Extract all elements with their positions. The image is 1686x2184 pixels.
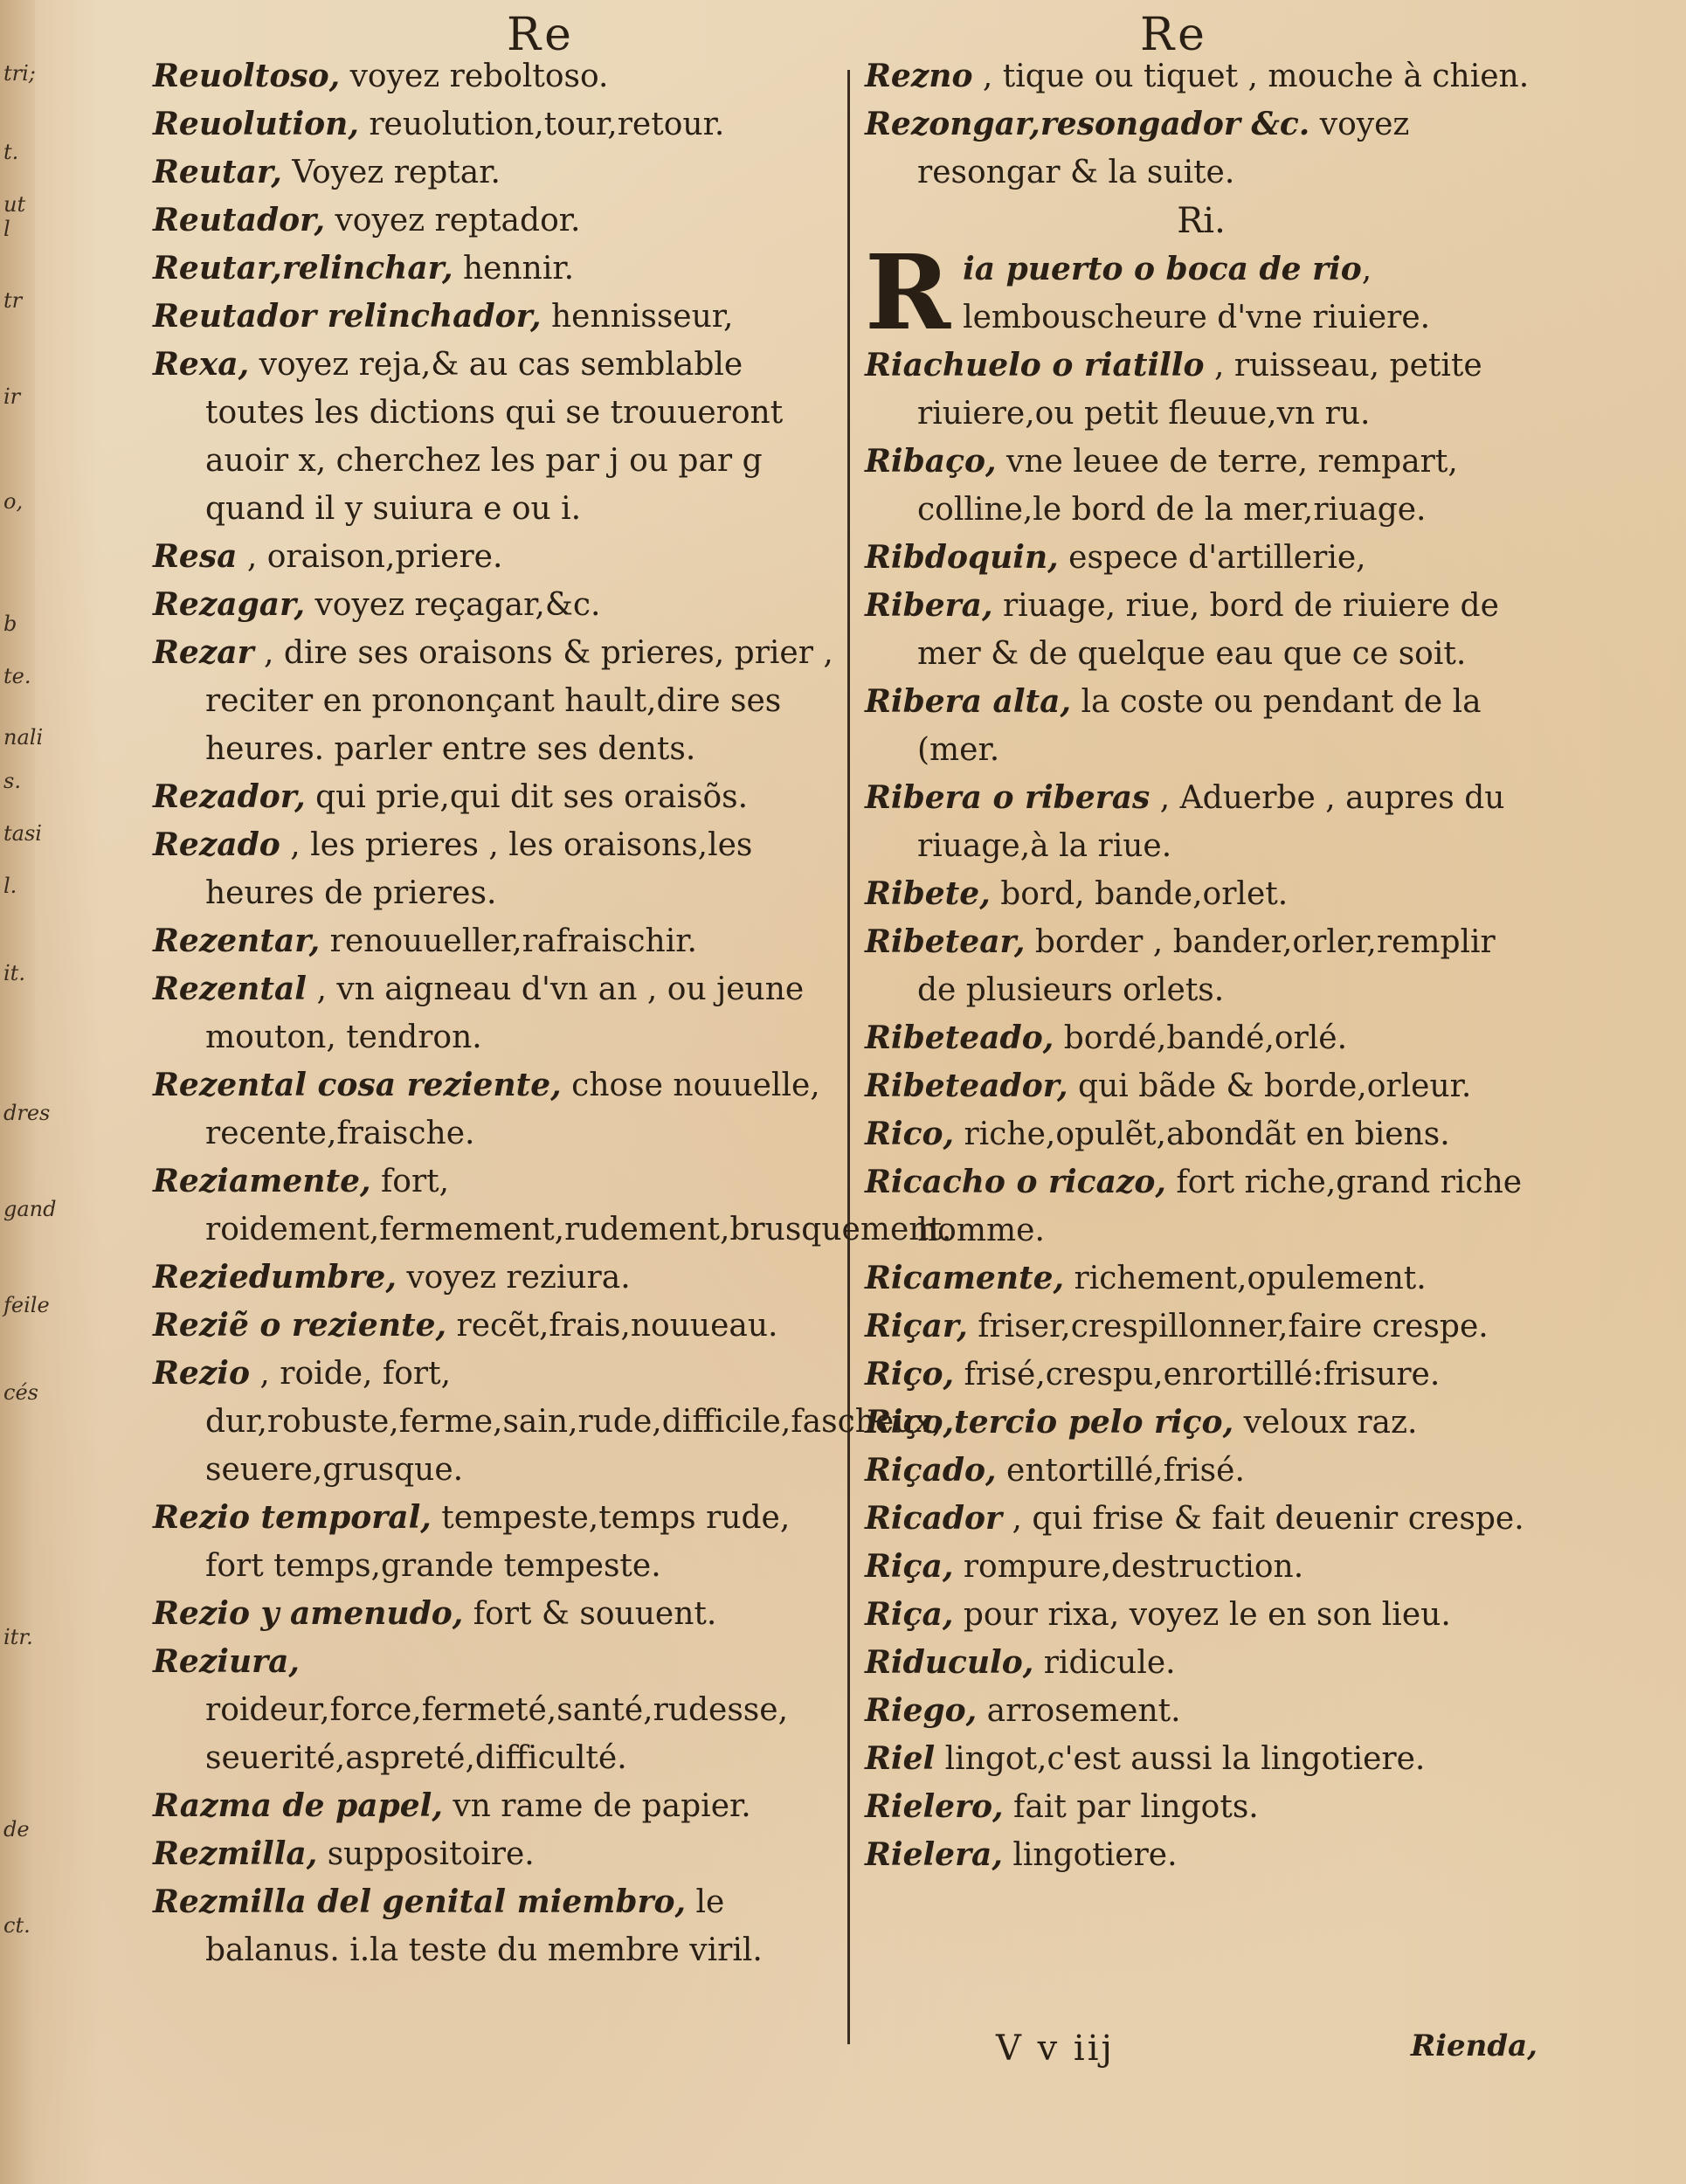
dictionary-entry	[865, 1447, 1537, 1495]
dictionary-entry	[865, 1110, 1537, 1158]
entry-headword: Ribdoquin,	[865, 539, 1059, 576]
dictionary-entry	[153, 293, 839, 341]
dictionary-entry	[153, 917, 839, 965]
entry-definition: suppositoire.	[327, 1836, 535, 1872]
margin-fragment: o,	[3, 489, 24, 514]
entry-definition: fort & souuent.	[473, 1596, 717, 1632]
entry-definition: friser,crespillonner,faire crespe.	[978, 1309, 1489, 1344]
entry-headword: ia puerto o boca de rio	[963, 251, 1362, 287]
dictionary-entry	[153, 100, 839, 149]
dictionary-entry	[153, 1494, 839, 1590]
entry-definition: , oraison,priere.	[246, 539, 503, 575]
entry-headword: Rezio y amenudo,	[153, 1595, 464, 1632]
entry-headword: Rezado	[153, 826, 280, 863]
dictionary-entry	[865, 1303, 1537, 1351]
entry-definition: roideur,force,fermeté,santé,rudesse, seuerité,aspreté,difficulté.	[205, 1692, 789, 1776]
entry-headword: Rielero,	[865, 1788, 1004, 1825]
dictionary-entry	[865, 1831, 1537, 1879]
entry-headword: Reziamente,	[153, 1163, 371, 1199]
entry-headword: Rexa,	[153, 346, 250, 383]
entry-definition: vne leuee de terre, rempart, colline,le bord de la mer,riuage.	[917, 444, 1458, 528]
entry-headword: Rezno	[865, 58, 973, 94]
right-main-entries	[865, 342, 1537, 1879]
dictionary-entry	[153, 1638, 839, 1782]
margin-fragment: cés	[3, 1380, 38, 1405]
previous-page-edge	[0, 0, 57, 2184]
entry-headword: Reutador relinchador,	[153, 298, 542, 335]
dictionary-entry	[153, 581, 839, 629]
entry-definition: voyez resongar & la suite.	[917, 107, 1410, 190]
entry-headword: Rezental	[153, 971, 307, 1007]
dictionary-entry	[153, 52, 839, 100]
entry-definition: arrosement.	[986, 1693, 1181, 1729]
margin-fragment: ir	[3, 384, 21, 409]
right-top-entries	[865, 52, 1537, 197]
entry-definition: , tique ou tiquet , mouche à chien.	[982, 59, 1530, 94]
drop-cap-letter: R	[865, 232, 951, 353]
entry-headword: Ribeteado,	[865, 1019, 1054, 1056]
entry-headword: Reuolution,	[153, 106, 359, 142]
entry-headword: Rezental cosa reziente,	[153, 1067, 562, 1103]
dictionary-entry	[865, 1014, 1537, 1062]
dictionary-entry	[865, 52, 1537, 100]
dictionary-entry	[865, 1351, 1537, 1399]
dictionary-entry	[153, 245, 839, 293]
entry-definition: qui prie,qui dit ses oraisõs.	[315, 779, 749, 815]
dictionary-entry	[865, 534, 1537, 582]
entry-definition: frisé,crespu,enrortillé:frisure.	[964, 1357, 1441, 1393]
entry-headword: Riço,tercio pelo riço,	[865, 1404, 1234, 1441]
entry-headword: Rielera,	[865, 1836, 1003, 1873]
margin-fragment: nali	[3, 725, 44, 750]
entry-definition: , les prieres , les oraisons,les heures de prieres.	[205, 827, 753, 911]
entry-headword: Ribete,	[865, 875, 991, 912]
entry-headword: Rico,	[865, 1116, 955, 1152]
dictionary-entry	[865, 582, 1537, 678]
dictionary-entry	[865, 1543, 1537, 1591]
dropcap-entry	[865, 232, 1537, 353]
dictionary-entry	[153, 1878, 839, 1974]
dictionary-entry	[153, 965, 839, 1061]
margin-fragment: ut l	[3, 192, 26, 241]
entry-headword: Riçado,	[865, 1452, 997, 1489]
dictionary-entry	[153, 1590, 839, 1638]
entry-definition: fort riche,grand riche homme.	[917, 1165, 1523, 1248]
dictionary-entry	[865, 1495, 1537, 1543]
entry-definition: vn rame de papier.	[453, 1788, 751, 1824]
entry-headword: Riachuelo o riatillo	[865, 347, 1205, 384]
entry-headword: Rezmilla del genital miembro,	[153, 1883, 687, 1920]
entry-definition: , lembouscheure d'vne riuiere.	[963, 252, 1431, 335]
dictionary-entry	[865, 1399, 1537, 1447]
entry-headword: Riego,	[865, 1692, 978, 1729]
entry-definition: renouueller,rafraischir.	[329, 923, 697, 959]
entry-headword: Ribera alta,	[865, 683, 1071, 720]
entry-headword: Ribera,	[865, 587, 993, 624]
dictionary-entry	[153, 533, 839, 581]
signature-mark: V v iij	[996, 2028, 1115, 2069]
entry-headword: Reutar,	[153, 154, 282, 190]
dictionary-entry	[153, 629, 839, 773]
entry-headword: Riça,	[865, 1596, 954, 1633]
margin-fragment: b	[3, 612, 17, 636]
entry-definition: , roide, fort, dur,robuste,ferme,sain,rude,difficile,fascheux, seuere,grusque.	[205, 1356, 943, 1488]
entry-definition: fait par lingots.	[1013, 1789, 1259, 1825]
dictionary-entry	[153, 1254, 839, 1302]
margin-fragment: gand	[3, 1197, 57, 1221]
entry-definition: , vn aigneau d'vn an , ou jeune mouton, tendron.	[205, 971, 805, 1055]
entry-headword: Riçar,	[865, 1308, 968, 1344]
entry-headword: Riduculo,	[865, 1644, 1034, 1681]
dictionary-entry	[865, 100, 1537, 197]
entry-definition: voyez reboltoso.	[349, 59, 609, 94]
right-column	[865, 52, 1537, 1879]
dictionary-entry	[865, 342, 1537, 438]
section-heading: Ri.	[1177, 201, 1226, 241]
margin-fragment: tasi	[3, 821, 42, 846]
dictionary-entry	[153, 1158, 952, 1254]
dictionary-entry	[865, 438, 1537, 534]
entry-headword: Reutar,relinchar,	[153, 250, 453, 287]
margin-fragment: tri;	[3, 61, 36, 86]
entry-headword: Razma de papel,	[153, 1787, 443, 1824]
entry-definition: la coste ou pendant de la (mer.	[917, 684, 1482, 768]
entry-definition: voyez reptador.	[335, 203, 581, 238]
entry-definition: riche,opulẽt,abondãt en biens.	[964, 1116, 1450, 1152]
entry-definition: qui bãde & borde,orleur.	[1078, 1068, 1472, 1104]
entry-headword: Rezio temporal,	[153, 1499, 432, 1536]
entry-headword: Riel	[865, 1740, 936, 1777]
dictionary-entry	[865, 1591, 1537, 1639]
catchword: Rienda,	[1410, 2028, 1537, 2063]
dictionary-entry	[153, 1782, 839, 1830]
margin-fragment: feile	[3, 1293, 50, 1317]
entry-headword: Rezentar,	[153, 923, 321, 959]
dictionary-entry	[865, 1062, 1537, 1110]
entry-headword: Rezmilla,	[153, 1835, 318, 1872]
dictionary-entry	[153, 149, 839, 197]
entry-definition: reuolution,tour,retour.	[369, 107, 725, 142]
running-head-right: Re	[1140, 9, 1208, 61]
entry-definition: rompure,destruction.	[963, 1549, 1304, 1585]
entry-definition: espece d'artillerie,	[1068, 540, 1366, 576]
entry-headword: Rezador,	[153, 778, 306, 815]
entry-headword: Ribera o riberas	[865, 779, 1150, 816]
entry-headword: Reuoltoso,	[153, 58, 341, 94]
dictionary-entry	[865, 1158, 1537, 1254]
margin-fragment: te.	[3, 664, 31, 688]
dictionary-entry	[865, 1735, 1537, 1783]
entry-definition: , Aduerbe , aupres du riuage,à la riue.	[917, 780, 1505, 864]
dictionary-entry	[865, 1639, 1537, 1687]
entry-definition: bord, bande,orlet.	[1000, 876, 1289, 912]
dictionary-entry	[865, 918, 1537, 1014]
entry-definition: tempeste,temps rude, fort temps,grande tempeste.	[205, 1500, 791, 1584]
entry-definition: ridicule.	[1043, 1645, 1176, 1681]
entry-definition: voyez reja,& au cas semblable toutes les dictions qui se trouueront auoir x, cherchez les par j ou par g quand il y suiura e ou i.	[205, 347, 784, 527]
margin-fragment: tr	[3, 288, 23, 313]
entry-definition: fort, roidement,fermement,rudement,brusquement.	[205, 1164, 952, 1248]
entry-definition: , qui frise & fait deuenir crespe.	[1012, 1501, 1524, 1537]
entry-headword: Riça,	[865, 1548, 954, 1585]
entry-headword: Reziedumbre,	[153, 1259, 397, 1296]
dictionary-entry	[865, 678, 1537, 774]
margin-fragment: t.	[3, 140, 19, 164]
dictionary-entry	[865, 1687, 1537, 1735]
entry-headword: Ricamente,	[865, 1260, 1065, 1296]
margin-fragment: l.	[3, 874, 17, 898]
dictionary-entry	[865, 870, 1537, 918]
entry-definition: hennisseur,	[550, 299, 734, 335]
margin-fragment: dres	[3, 1101, 51, 1125]
entry-headword: Ricador	[865, 1500, 1002, 1537]
entry-definition: Voyez reptar.	[292, 155, 501, 190]
margin-fragment: it.	[3, 961, 25, 985]
entry-definition: chose nouuelle, recente,fraische.	[205, 1068, 820, 1151]
entry-definition: voyez reçagar,&c.	[314, 587, 601, 623]
entry-headword: Ribetear,	[865, 923, 1026, 960]
entry-definition: lingotiere.	[1012, 1837, 1178, 1873]
entry-definition: richement,opulement.	[1074, 1261, 1427, 1296]
margin-fragment: de	[3, 1817, 30, 1842]
entry-definition: riuage, riue, bord de riuiere de mer & de quelque eau que ce soit.	[917, 588, 1499, 672]
entry-definition: entortillé,frisé.	[1006, 1453, 1245, 1489]
entry-definition: , dire ses oraisons & prieres, prier , reciter en prononçant hault,dire ses heures. parler entre ses dents.	[205, 635, 833, 767]
dictionary-entry	[153, 197, 839, 245]
entry-definition: le balanus. i.la teste du membre viril.	[205, 1884, 763, 1968]
entry-headword: Ricacho o ricazo,	[865, 1164, 1166, 1200]
entry-definition: bordé,bandé,orlé.	[1063, 1020, 1348, 1056]
entry-definition: pour rixa, voyez le en son lieu.	[963, 1597, 1451, 1633]
entry-headword: Reziẽ o reziente,	[153, 1307, 447, 1344]
entry-definition: lingot,c'est aussi la lingotiere.	[944, 1741, 1426, 1777]
dictionary-entry	[153, 1061, 839, 1158]
entry-headword: Ribaço,	[865, 443, 997, 480]
margin-fragment: ct.	[3, 1913, 31, 1938]
dictionary-entry	[153, 341, 839, 533]
entry-definition: border , bander,orler,remplir de plusieurs orlets.	[917, 924, 1496, 1008]
entry-headword: Ribeteador,	[865, 1068, 1068, 1104]
dictionary-entry	[153, 821, 839, 917]
page-footer	[865, 2028, 1537, 2081]
entry-headword: Reziura,	[153, 1643, 300, 1680]
entry-headword: Rezar	[153, 634, 254, 671]
entry-definition: , ruisseau, petite riuiere,ou petit fleuue,vn ru.	[917, 348, 1482, 432]
entry-headword: Rezio	[153, 1355, 250, 1392]
margin-fragment: s.	[3, 769, 21, 793]
entry-headword: Reutador,	[153, 202, 326, 238]
entry-headword: Riço,	[865, 1356, 955, 1393]
dictionary-entry	[153, 1302, 839, 1350]
margin-fragment: itr.	[3, 1625, 33, 1649]
dictionary-entry	[153, 1830, 839, 1878]
entry-headword: Rezagar,	[153, 586, 305, 623]
entry-definition: hennir.	[462, 251, 575, 287]
dictionary-entry	[865, 1254, 1537, 1303]
dictionary-entry	[865, 1783, 1537, 1831]
column-divider	[847, 70, 850, 2044]
dictionary-entry	[153, 773, 839, 821]
entry-headword: Resa	[153, 538, 238, 575]
entry-definition: veloux raz.	[1243, 1405, 1418, 1441]
entry-headword: Rezongar,resongador &c.	[865, 106, 1310, 142]
dictionary-entry	[865, 774, 1537, 870]
entry-definition: recẽt,frais,nouueau.	[456, 1308, 778, 1344]
entry-definition: voyez reziura.	[406, 1260, 631, 1296]
running-head-left: Re	[507, 9, 575, 61]
